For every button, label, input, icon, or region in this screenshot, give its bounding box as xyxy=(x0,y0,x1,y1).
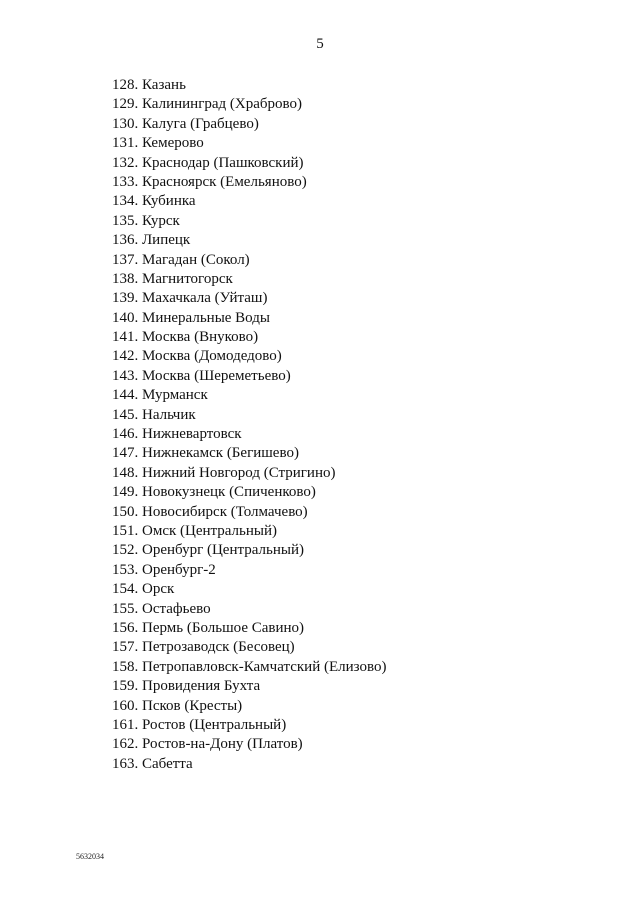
list-item: 162. Ростов-на-Дону (Платов) xyxy=(112,736,303,753)
list-item: 145. Нальчик xyxy=(112,406,196,423)
list-item: 130. Калуга (Грабцево) xyxy=(112,115,259,132)
airport-list xyxy=(112,76,386,774)
list-item: 140. Минеральные Воды xyxy=(112,309,270,326)
list-item: 144. Мурманск xyxy=(112,387,208,404)
list-item: 142. Москва (Домодедово) xyxy=(112,348,282,365)
list-item: 129. Калининград (Храброво) xyxy=(112,96,302,113)
document-code: 5632034 xyxy=(76,852,104,861)
list-item: 146. Нижневартовск xyxy=(112,426,242,443)
list-item: 159. Провидения Бухта xyxy=(112,678,261,695)
list-item: 150. Новосибирск (Толмачево) xyxy=(112,503,308,520)
page-number: 5 xyxy=(316,36,324,52)
list-item: 151. Омск (Центральный) xyxy=(112,522,278,539)
list-item: 161. Ростов (Центральный) xyxy=(112,716,287,733)
list-item: 152. Оренбург (Центральный) xyxy=(112,542,304,559)
list-item: 147. Нижнекамск (Бегишево) xyxy=(112,445,299,462)
list-item: 148. Нижний Новгород (Стригино) xyxy=(112,464,336,481)
list-item: 141. Москва (Внуково) xyxy=(112,329,259,346)
list-item: 136. Липецк xyxy=(112,232,191,249)
list-item: 160. Псков (Кресты) xyxy=(112,697,243,714)
list-item: 131. Кемерово xyxy=(112,135,204,152)
list-item: 138. Магнитогорск xyxy=(112,270,233,287)
list-item: 154. Орск xyxy=(112,581,175,598)
list-item: 128. Казань xyxy=(112,77,186,93)
list-item: 153. Оренбург-2 xyxy=(112,561,216,578)
list-item: 149. Новокузнецк (Спиченково) xyxy=(112,484,316,501)
list-item: 156. Пермь (Большое Савино) xyxy=(112,619,305,636)
list-item: 163. Сабетта xyxy=(112,755,193,772)
list-item: 155. Остафьево xyxy=(112,600,211,617)
list-item: 158. Петропавловск-Камчатский (Елизово) xyxy=(112,658,387,675)
list-item: 137. Магадан (Сокол) xyxy=(112,251,250,268)
list-item: 134. Кубинка xyxy=(112,193,196,210)
list-item: 135. Курск xyxy=(112,212,180,229)
list-item: 157. Петрозаводск (Бесовец) xyxy=(112,639,295,656)
list-item: 143. Москва (Шереметьево) xyxy=(112,367,291,384)
list-item: 132. Краснодар (Пашковский) xyxy=(112,154,304,171)
list-item: 139. Махачкала (Уйташ) xyxy=(112,290,268,307)
list-item: 133. Красноярск (Емельяново) xyxy=(112,173,307,190)
